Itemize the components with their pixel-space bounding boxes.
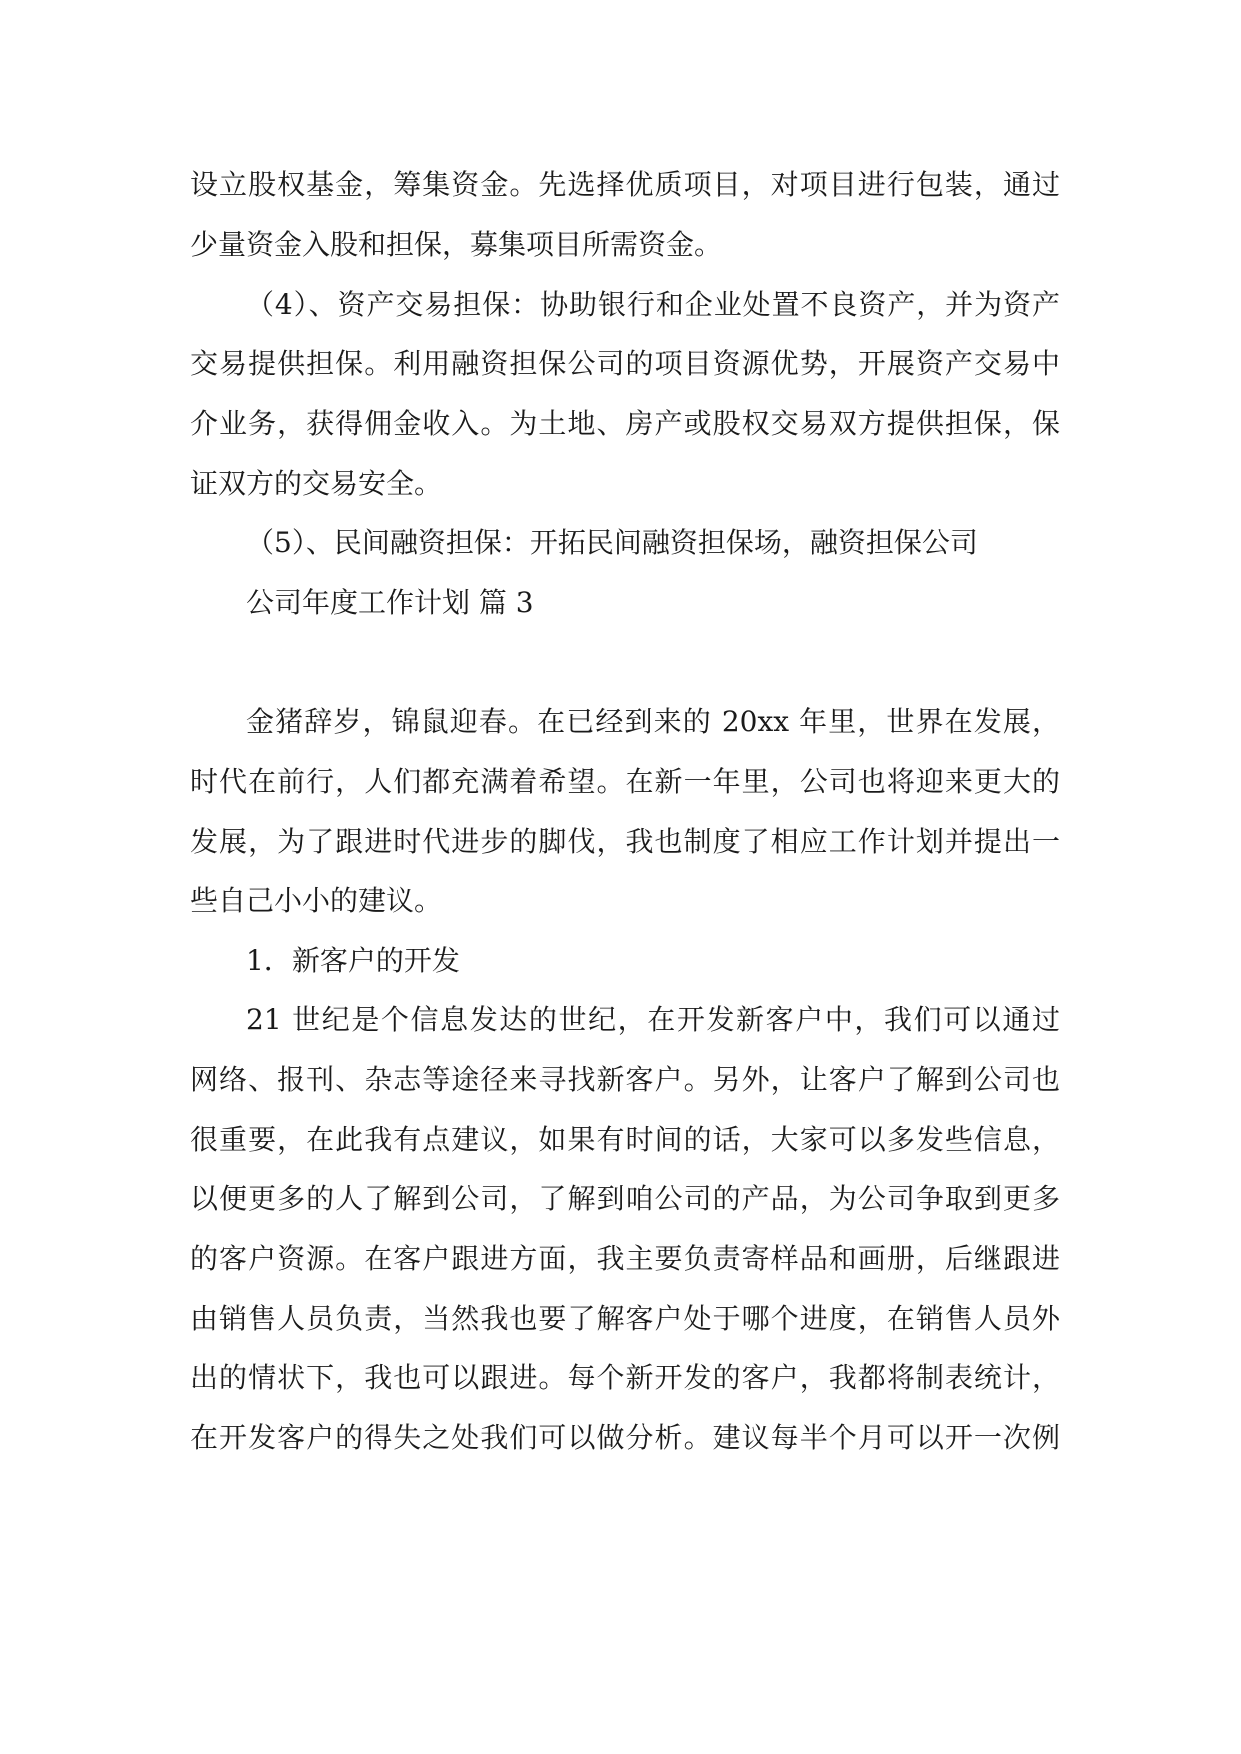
text-line-11: 发展，为了跟进时代进步的脚伐，我也制度了相应工作计划并提出一 bbox=[190, 825, 1060, 858]
text-line-7: （5）、民间融资担保：开拓民间融资担保场，融资担保公司 bbox=[246, 526, 978, 559]
text-line-15: 网络、报刊、杂志等途径来寻找新客户。另外，让客户了解到公司也 bbox=[190, 1063, 1060, 1096]
text-line-2: 少量资金入股和担保，募集项目所需资金。 bbox=[190, 228, 723, 261]
text-line-5: 介业务，获得佣金收入。为土地、房产或股权交易双方提供担保，保 bbox=[190, 407, 1060, 440]
text-line-18: 的客户资源。在客户跟进方面，我主要负责寄样品和画册，后继跟进 bbox=[190, 1242, 1060, 1275]
text-line-21: 在开发客户的得失之处我们可以做分析。建议每半个月可以开一次例 bbox=[190, 1421, 1060, 1454]
text-line-1: 设立股权基金，筹集资金。先选择优质项目，对项目进行包装，通过 bbox=[190, 168, 1060, 201]
text-line-10: 时代在前行，人们都充满着希望。在新一年里，公司也将迎来更大的 bbox=[190, 765, 1060, 798]
text-line-9: 金猪辞岁，锦鼠迎春。在已经到来的 20xx 年里，世界在发展， bbox=[246, 705, 1060, 738]
text-line-20: 出的情状下，我也可以跟进。每个新开发的客户，我都将制表统计， bbox=[190, 1361, 1060, 1394]
subheading-new-clients: 1．新客户的开发 bbox=[246, 944, 460, 977]
text-line-6: 证双方的交易安全。 bbox=[190, 467, 443, 500]
text-line-17: 以便更多的人了解到公司，了解到咱公司的产品，为公司争取到更多 bbox=[190, 1182, 1060, 1215]
text-line-16: 很重要，在此我有点建议，如果有时间的话，大家可以多发些信息， bbox=[190, 1123, 1060, 1156]
section-heading: 公司年度工作计划 篇 3 bbox=[246, 586, 534, 619]
text-line-3: （4）、资产交易担保：协助银行和企业处置不良资产，并为资产 bbox=[246, 288, 1060, 321]
text-line-12: 些自己小小的建议。 bbox=[190, 884, 443, 917]
text-line-19: 由销售人员负责，当然我也要了解客户处于哪个进度，在销售人员外 bbox=[190, 1302, 1060, 1335]
text-line-14: 21 世纪是个信息发达的世纪，在开发新客户中，我们可以通过 bbox=[246, 1003, 1060, 1036]
text-line-4: 交易提供担保。利用融资担保公司的项目资源优势，开展资产交易中 bbox=[190, 347, 1060, 380]
